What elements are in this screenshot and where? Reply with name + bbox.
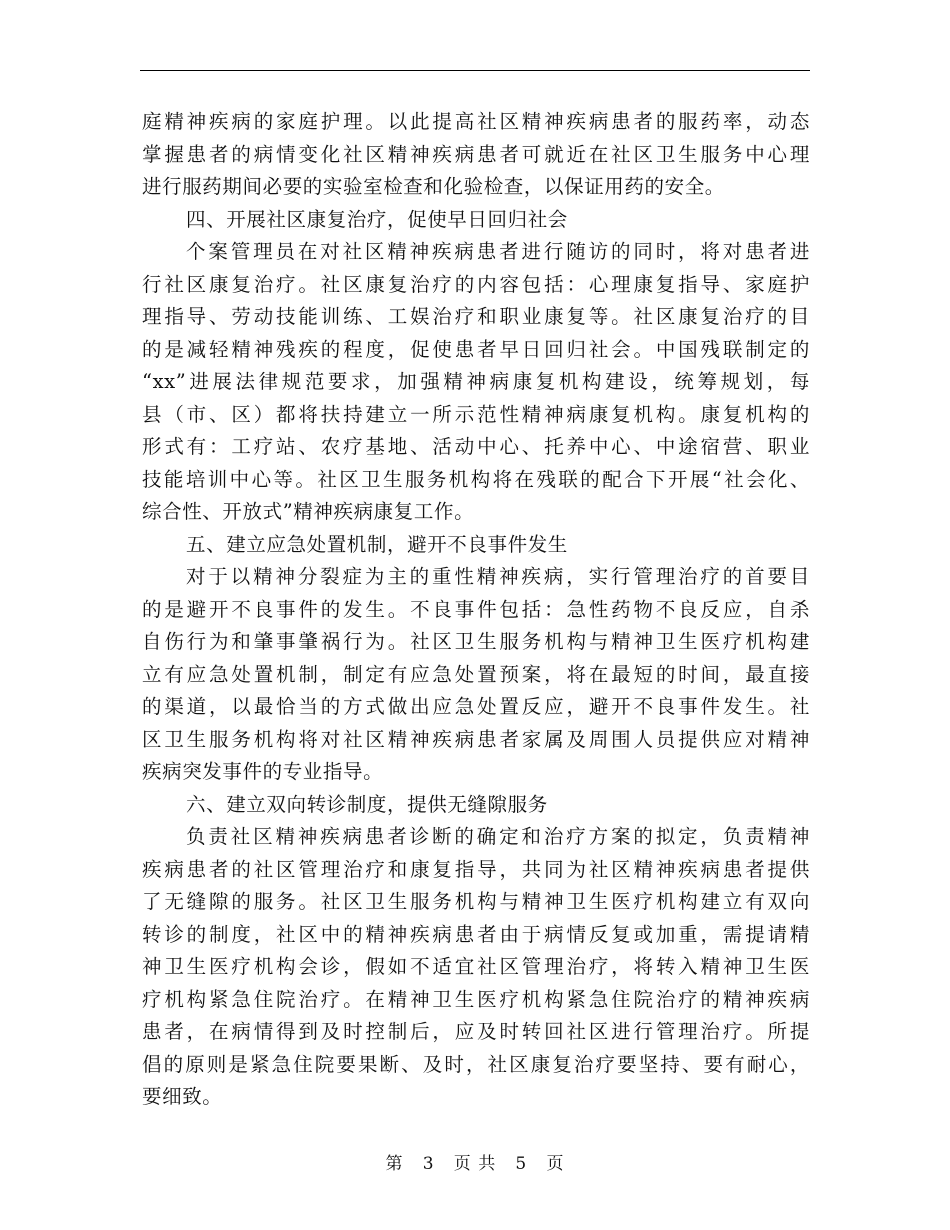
text-line: 形式有：工疗站、农疗基地、活动中心、托养中心、中途宿营、职业 bbox=[142, 435, 810, 458]
text-line: 疗机构紧急住院治疗。在精神卫生医疗机构紧急住院治疗的精神疾病 bbox=[142, 987, 810, 1011]
document-body bbox=[142, 106, 810, 1114]
text-line: 掌握患者的病情变化社区精神疾病患者可就近在社区卫生服务中心理 bbox=[142, 142, 810, 166]
section-heading: 六、建立双向转诊制度，提供无缝隙服务 bbox=[186, 792, 548, 816]
text-line: 倡的原则是紧急住院要果断、及时，社区康复治疗要坚持、要有耐心， bbox=[142, 1052, 810, 1076]
text-line: 庭精神疾病的家庭护理。以此提高社区精神疾病患者的服药率，动态 bbox=[142, 110, 810, 133]
text-line: 要细致。 bbox=[142, 1085, 223, 1108]
text-line: 理指导、劳动技能训练、工娱治疗和职业康复等。社区康复治疗的目 bbox=[142, 305, 810, 328]
text-line: 区卫生服务机构将对社区精神疾病患者家属及周围人员提供应对精神 bbox=[142, 727, 810, 751]
current-page-number: 3 bbox=[422, 1154, 435, 1174]
footer-prefix: 第 bbox=[385, 1154, 404, 1174]
text-line: 患者，在病情得到及时控制后，应及时转回社区进行管理治疗。所提 bbox=[142, 1020, 810, 1043]
text-line: 行社区康复治疗。社区康复治疗的内容包括：心理康复指导、家庭护 bbox=[142, 272, 810, 296]
text-line: 转诊的制度，社区中的精神疾病患者由于病情反复或加重，需提请精 bbox=[142, 922, 810, 946]
text-line: 神卫生医疗机构会诊，假如不适宜社区管理治疗，将转入精神卫生医 bbox=[142, 955, 810, 978]
text-line: 立有应急处置机制，制定有应急处置预案，将在最短的时间，最直接 bbox=[142, 662, 810, 686]
total-page-number: 5 bbox=[515, 1154, 528, 1174]
section-heading: 四、开展社区康复治疗，促使早日回归社会 bbox=[186, 207, 568, 231]
page-footer bbox=[0, 1152, 950, 1176]
text-line: “xx”进展法律规范要求，加强精神病康复机构建设，统筹规划，每 bbox=[142, 370, 810, 393]
text-line: 个案管理员在对社区精神疾病患者进行随访的同时，将对患者进 bbox=[186, 240, 810, 263]
text-line: 疾病突发事件的专业指导。 bbox=[142, 760, 384, 783]
text-line: 县（市、区）都将扶持建立一所示范性精神病康复机构。康复机构的 bbox=[142, 402, 810, 426]
text-line: 负责社区精神疾病患者诊断的确定和治疗方案的拟定，负责精神 bbox=[186, 825, 810, 848]
text-line: 疾病患者的社区管理治疗和康复指导，共同为社区精神疾病患者提供 bbox=[142, 857, 810, 881]
text-line: 技能培训中心等。社区卫生服务机构将在残联的配合下开展“社会化、 bbox=[142, 467, 810, 491]
footer-suffix: 页 bbox=[546, 1154, 565, 1174]
text-line: 的是减轻精神残疾的程度，促使患者早日回归社会。中国残联制定的 bbox=[142, 337, 810, 361]
text-line: 进行服药期间必要的实验室检查和化验检查，以保证用药的安全。 bbox=[142, 175, 725, 198]
text-line: 的是避开不良事件的发生。不良事件包括：急性药物不良反应，自杀 bbox=[142, 597, 810, 621]
text-line: 自伤行为和肇事肇祸行为。社区卫生服务机构与精神卫生医疗机构建 bbox=[142, 630, 810, 653]
text-line: 的渠道，以最恰当的方式做出应急处置反应，避开不良事件发生。社 bbox=[142, 695, 810, 718]
footer-middle: 页 共 bbox=[453, 1154, 497, 1174]
header-rule bbox=[140, 70, 810, 71]
text-line: 对于以精神分裂症为主的重性精神疾病，实行管理治疗的首要目 bbox=[186, 565, 810, 588]
text-line: 综合性、开放式”精神疾病康复工作。 bbox=[142, 500, 475, 523]
text-line: 了无缝隙的服务。社区卫生服务机构与精神卫生医疗机构建立有双向 bbox=[142, 890, 810, 913]
section-heading: 五、建立应急处置机制，避开不良事件发生 bbox=[186, 532, 568, 556]
